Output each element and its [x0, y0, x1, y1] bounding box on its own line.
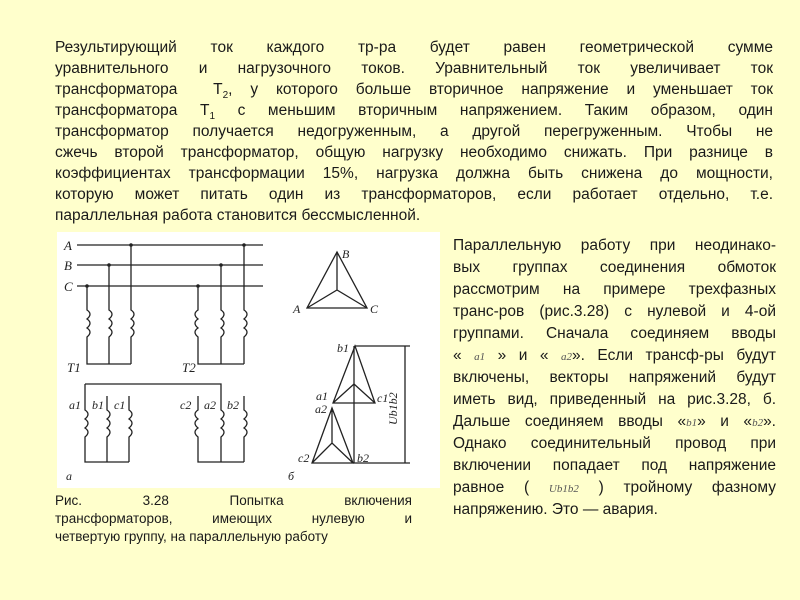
text-line: сжечь второй трансформатор, общую нагрузку необходимо снижать. При разнице в — [55, 144, 773, 161]
label-a2: a2 — [204, 398, 216, 412]
figure-3-28 — [57, 232, 440, 488]
text-line: иметь вид, приведенный на рис.3.28, б. — [453, 391, 776, 408]
text-line: Однако соединительный провод при — [453, 435, 776, 452]
symbol-b1: b1 — [686, 417, 698, 429]
label-a1: a1 — [69, 398, 81, 412]
bus-label-c: C — [64, 279, 73, 294]
secondary-windings — [85, 384, 247, 462]
text: равное ( — [453, 479, 530, 496]
symbol-u: Ub1b2 — [548, 483, 579, 495]
text: ) тройному фазному — [598, 479, 777, 496]
triangle-label-b: B — [342, 247, 350, 261]
text: трансформатора — [55, 81, 178, 98]
vector-label-b1: b1 — [337, 341, 349, 355]
caption-line: четвертую группу, на параллельную работу — [55, 529, 328, 544]
text: » и « — [497, 347, 549, 364]
bus-label-a: A — [64, 238, 72, 253]
text-line: вых группах соединения обмоток — [453, 259, 776, 276]
t1-label: T1 — [67, 360, 81, 375]
vector-label-b2: b2 — [357, 451, 369, 465]
text: ». Если трансф-ры будут — [572, 347, 776, 364]
text-line: рассмотрим на примере трехфазных — [453, 281, 776, 298]
text-line: включении попадает под напряжение — [453, 457, 776, 474]
label-c2: c2 — [180, 398, 192, 412]
text-line — [453, 345, 776, 367]
top-paragraph — [55, 37, 773, 226]
primary-windings — [87, 245, 247, 364]
t1-sub: 1 — [209, 111, 215, 123]
t2-symbol: $T_2$, — [213, 81, 233, 102]
dimension-label: Ub1b2 — [386, 392, 400, 425]
text-line: группами. Сначала соединяем вводы — [453, 325, 776, 342]
text-line: трансформатор получается недогруженным, а другой перегруженным. Чтобы не — [55, 123, 773, 140]
vector-label-c1: c1 — [377, 391, 389, 405]
text-line — [55, 79, 773, 100]
text-line: параллельная работа становится бессмысленной. — [55, 207, 421, 224]
text-line: уравнительного и нагрузочного токов. Уравнительный ток увеличивает ток — [55, 60, 773, 77]
text-line: которую может питать один из трансформаторов, если работает отдельно, т.е. — [55, 186, 773, 203]
right-paragraph — [453, 235, 776, 521]
part-b-label: б — [288, 469, 295, 483]
figure-caption — [55, 492, 412, 546]
text-line — [55, 100, 773, 121]
label-b2: b2 — [227, 398, 239, 412]
t2-label: T2 — [182, 360, 196, 375]
text: с меньшим вторичным напряжением. Таким образом, один — [237, 102, 773, 119]
caption-line: трансформаторов, имеющих нулевую и — [55, 511, 412, 526]
text: ». — [763, 413, 776, 430]
text: у которого больше вторичное напряжение и уменьшает ток — [250, 81, 773, 98]
bus-label-b: B — [64, 258, 72, 273]
bus-labels — [63, 238, 73, 294]
label-b1: b1 — [92, 398, 104, 412]
triangle-label-c: C — [370, 302, 379, 316]
primary-vector-triangle — [307, 252, 367, 308]
vector-label-c2: c2 — [298, 451, 310, 465]
t2: T — [213, 81, 223, 98]
symbol-b2: b2 — [752, 417, 764, 429]
triangle-label-a: A — [293, 302, 301, 316]
bus-lines — [77, 245, 263, 286]
symbol-a2: a2 — [561, 351, 572, 363]
vector-label-a2: a2 — [315, 402, 327, 416]
secondary-labels — [66, 398, 295, 483]
text-line: Параллельную работу при неодинако- — [453, 237, 776, 254]
text-line: напряжению. Это — авария. — [453, 501, 658, 518]
part-a-label: а — [66, 469, 72, 483]
text-line: транс-ров (рис.3.28) с нулевой и 4-ой — [453, 303, 776, 320]
text: трансформатора — [55, 102, 178, 119]
text: « — [453, 347, 462, 364]
text-line — [453, 411, 776, 433]
text-line: коэффициентах трансформации 15%, нагрузка должна быть снижена до мощности, — [55, 165, 773, 182]
text: Дальше соединяем вводы « — [453, 413, 687, 430]
t1: T — [199, 102, 210, 119]
caption-line: Рис. 3.28 Попытка включения — [55, 493, 412, 508]
vector-label-a1: a1 — [316, 389, 328, 403]
text: » и « — [697, 413, 753, 430]
text-line: Результирующий ток каждого тр-ра будет равен геометрической сумме — [55, 39, 773, 56]
t1-symbol — [199, 102, 215, 123]
text-line: включены, векторы напряжений будут — [453, 369, 776, 386]
t2-sub: 2 — [222, 90, 229, 102]
label-c1: c1 — [114, 398, 126, 412]
symbol-a1: a1 — [474, 351, 486, 363]
text-line — [453, 477, 776, 499]
